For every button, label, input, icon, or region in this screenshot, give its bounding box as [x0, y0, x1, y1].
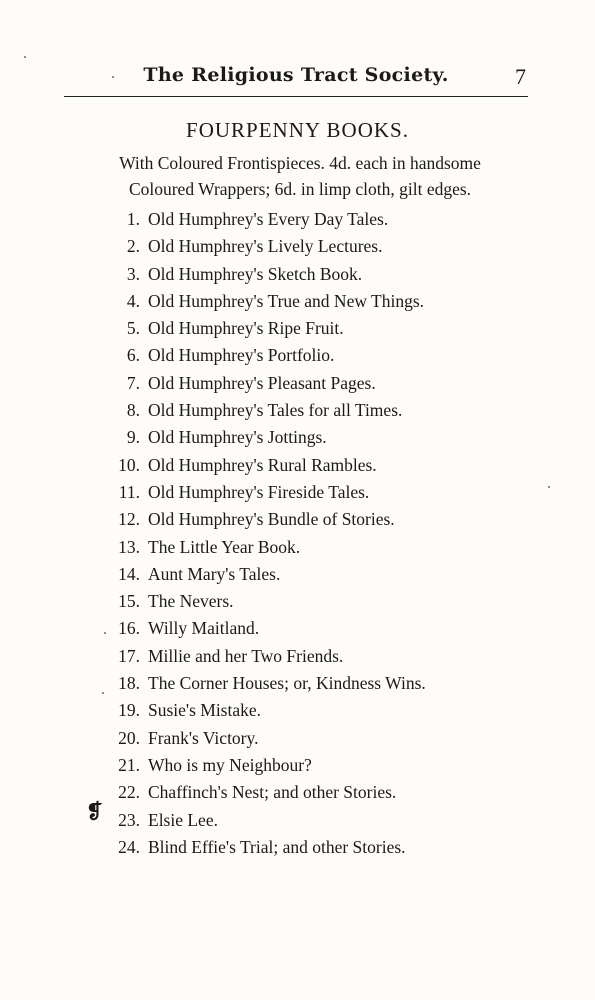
item-number: 20. — [118, 727, 140, 748]
list-item — [0, 728, 595, 755]
list-item — [0, 646, 595, 673]
item-number: 14. — [118, 563, 140, 584]
item-title: Aunt Mary's Tales. — [148, 563, 281, 584]
list-item — [0, 700, 595, 727]
item-title: Willy Maitland. — [148, 618, 260, 639]
header-rule — [64, 96, 528, 97]
item-title: Elsie Lee. — [148, 809, 218, 830]
item-number: 8. — [126, 400, 140, 421]
speck-decoration — [104, 632, 106, 634]
item-title: Who is my Neighbour? — [148, 754, 312, 775]
list-item — [0, 373, 595, 400]
item-number: 24. — [118, 836, 140, 857]
list-item — [0, 318, 595, 345]
item-title: Old Humphrey's Rural Rambles. — [148, 454, 377, 475]
item-number: 18. — [118, 673, 140, 694]
item-title: Old Humphrey's Ripe Fruit. — [148, 318, 344, 339]
item-number: 17. — [118, 645, 140, 666]
book-list — [0, 209, 595, 864]
item-title: Susie's Mistake. — [148, 700, 262, 721]
item-title: Chaffinch's Nest; and other Stories. — [148, 782, 397, 803]
item-title: Old Humphrey's Tales for all Times. — [148, 400, 403, 421]
list-item — [0, 455, 595, 482]
item-number: 7. — [126, 372, 140, 393]
item-title: Blind Effie's Trial; and other Stories. — [148, 836, 406, 857]
list-item — [0, 345, 595, 372]
item-number: 6. — [126, 345, 140, 366]
speck-decoration — [24, 56, 26, 58]
list-item — [0, 591, 595, 618]
list-item — [0, 482, 595, 509]
item-title: Old Humphrey's Lively Lectures. — [148, 236, 383, 257]
speck-decoration — [112, 76, 114, 78]
item-number: 15. — [118, 591, 140, 612]
item-title: Old Humphrey's True and New Things. — [148, 290, 425, 311]
list-item — [0, 209, 595, 236]
item-title: Old Humphrey's Every Day Tales. — [148, 209, 389, 229]
item-number: 2. — [126, 236, 140, 257]
list-item — [0, 400, 595, 427]
item-title: Old Humphrey's Pleasant Pages. — [148, 372, 376, 393]
item-title: The Corner Houses; or, Kindness Wins. — [148, 673, 426, 694]
item-title: Old Humphrey's Sketch Book. — [148, 263, 363, 284]
list-item — [0, 673, 595, 700]
item-number: 9. — [126, 427, 140, 448]
page-number: 7 — [515, 64, 526, 89]
intro-line-1: With Coloured Frontispieces. 4d. each in handsome — [119, 153, 481, 173]
intro-line-2: Coloured Wrappers; 6d. in limp cloth, gilt edges. — [128, 179, 472, 199]
section-intro — [40, 150, 560, 202]
speck-decoration — [548, 486, 550, 488]
list-item — [0, 537, 595, 564]
item-number: 12. — [118, 509, 140, 530]
item-number: 4. — [126, 290, 140, 311]
item-number: 23. — [118, 809, 140, 830]
item-number: 19. — [118, 700, 140, 721]
item-number: 11. — [118, 481, 140, 502]
list-item — [0, 618, 595, 645]
item-number: 3. — [126, 263, 140, 284]
item-number: 13. — [118, 536, 140, 557]
list-item — [0, 564, 595, 591]
section-title: FOURPENNY BOOKS. — [186, 118, 409, 142]
item-title: Frank's Victory. — [148, 727, 259, 748]
item-title: Millie and her Two Friends. — [148, 645, 344, 666]
item-number: 21. — [118, 754, 140, 775]
list-item — [0, 755, 595, 782]
item-number: 22. — [118, 782, 140, 803]
item-title: Old Humphrey's Fireside Tales. — [148, 481, 370, 502]
item-title: The Little Year Book. — [148, 536, 301, 557]
list-item — [0, 509, 595, 536]
list-item — [0, 291, 595, 318]
list-item — [0, 236, 595, 263]
item-number: 10. — [118, 454, 140, 475]
list-item — [0, 837, 595, 864]
running-title: The Religious Tract Society. — [143, 64, 449, 86]
item-number: 1. — [126, 209, 140, 229]
item-title: Old Humphrey's Portfolio. — [148, 345, 335, 366]
printers-mark-icon: ❡ — [86, 801, 103, 823]
item-title: The Nevers. — [148, 591, 234, 612]
list-item — [0, 427, 595, 454]
running-head — [64, 60, 528, 100]
item-number: 16. — [118, 618, 140, 639]
speck-decoration — [102, 692, 104, 694]
list-item — [0, 264, 595, 291]
item-number: 5. — [126, 318, 140, 339]
item-title: Old Humphrey's Bundle of Stories. — [148, 509, 395, 530]
item-title: Old Humphrey's Jottings. — [148, 427, 327, 448]
